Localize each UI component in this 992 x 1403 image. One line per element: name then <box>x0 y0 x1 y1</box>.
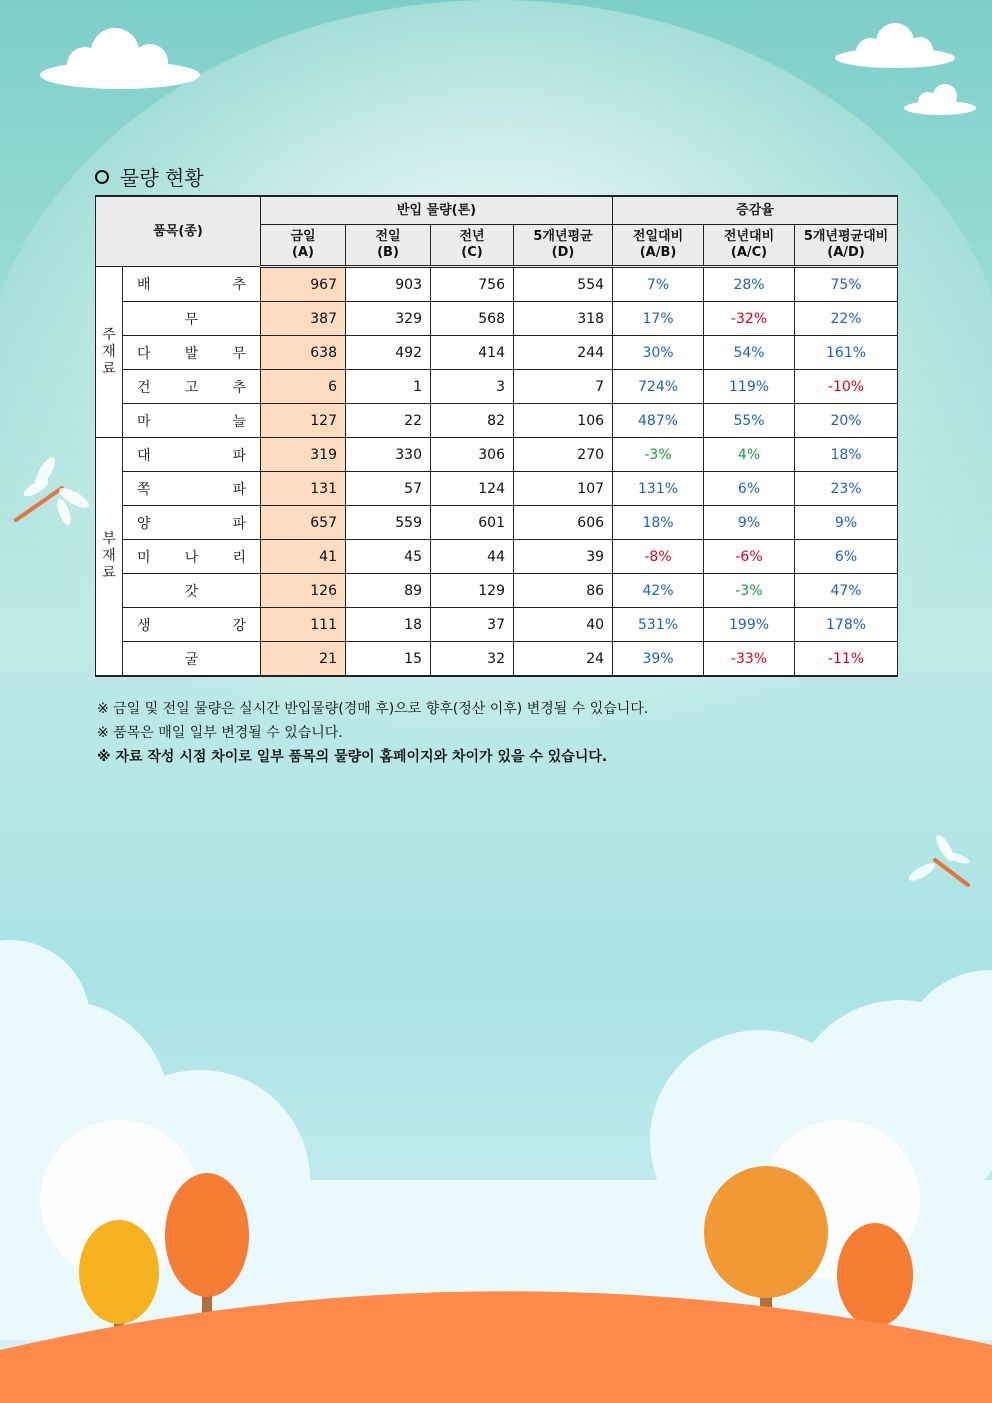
rate-cell: 30% <box>613 336 704 370</box>
rate-cell: 55% <box>704 404 795 438</box>
group-label <box>96 438 123 677</box>
rate-cell: 75% <box>795 267 898 302</box>
column-header-name: 전년 <box>459 229 485 244</box>
rate-cell: 20% <box>795 404 898 438</box>
volume-cell: 559 <box>346 506 431 540</box>
item-name-char: 발 <box>184 345 199 362</box>
item-name-char: 갓 <box>184 583 199 600</box>
rate-cell: 161% <box>795 336 898 370</box>
rate-cell: -6% <box>704 540 795 574</box>
volume-cell: 24 <box>514 642 613 677</box>
item-name-char: 미 <box>137 549 151 566</box>
group-label-char: 부 <box>102 531 116 547</box>
section-title-text: 물량 현황 <box>120 166 204 190</box>
rate-cell: 119% <box>704 370 795 404</box>
volume-cell: 414 <box>431 336 514 370</box>
rate-group-header: 증감율 <box>613 196 898 225</box>
volume-cell: 45 <box>346 540 431 574</box>
footnote: ※ 품목은 매일 일부 변경될 수 있습니다. <box>97 725 343 741</box>
group-label-char: 료 <box>102 565 116 581</box>
today-volume-cell: 657 <box>261 506 346 540</box>
item-name <box>123 370 261 404</box>
item-name-char: 나 <box>184 549 199 566</box>
rate-cell: 39% <box>613 642 704 677</box>
today-volume-cell: 638 <box>261 336 346 370</box>
item-name-char: 다 <box>137 345 151 362</box>
volume-cell: 3 <box>431 370 514 404</box>
rate-cell: 54% <box>704 336 795 370</box>
rate-cell: 178% <box>795 608 898 642</box>
table-row <box>96 608 898 642</box>
column-header <box>613 225 704 267</box>
rate-cell: -33% <box>704 642 795 677</box>
today-volume-cell: 6 <box>261 370 346 404</box>
volume-cell: 40 <box>514 608 613 642</box>
column-header-code: (A/B) <box>639 245 677 260</box>
item-name-char: 무 <box>232 345 246 362</box>
volume-cell: 57 <box>346 472 431 506</box>
item-name-char: 추 <box>232 379 246 396</box>
section-title <box>95 162 204 191</box>
group-label-char: 재 <box>102 548 116 564</box>
volume-cell: 329 <box>346 302 431 336</box>
rate-cell: 131% <box>613 472 704 506</box>
column-header-code: (D) <box>551 245 575 260</box>
volume-group-header: 반입 물량(톤) <box>261 196 613 225</box>
volume-cell: 606 <box>514 506 613 540</box>
item-name-char: 배 <box>137 277 151 293</box>
table-row <box>96 506 898 540</box>
column-header <box>346 225 431 267</box>
item-name-char: 건 <box>137 379 151 396</box>
column-header <box>431 225 514 267</box>
table-row <box>96 642 898 677</box>
footnote: ※ 금일 및 전일 물량은 실시간 반입물량(경매 후)으로 향후(정산 이후) 변경될 수 있습니다. <box>97 701 649 717</box>
table-row <box>96 336 898 370</box>
column-header <box>261 225 346 267</box>
volume-cell: 18 <box>346 608 431 642</box>
item-name <box>123 608 261 642</box>
column-header <box>514 225 613 267</box>
item-name-char: 고 <box>184 379 199 396</box>
table-row <box>96 540 898 574</box>
item-name-char: 생 <box>137 617 151 634</box>
column-header-code: (A/D) <box>827 245 865 260</box>
today-volume-cell: 126 <box>261 574 346 608</box>
item-name <box>123 642 261 677</box>
today-volume-cell: 967 <box>261 267 346 302</box>
item-name-char: 파 <box>232 515 246 532</box>
volume-cell: 22 <box>346 404 431 438</box>
volume-cell: 306 <box>431 438 514 472</box>
volume-cell: 1 <box>346 370 431 404</box>
item-name-char: 굴 <box>184 651 199 668</box>
rate-cell: 531% <box>613 608 704 642</box>
rate-cell: 47% <box>795 574 898 608</box>
item-name <box>123 574 261 608</box>
item-name <box>123 336 261 370</box>
rate-cell: 23% <box>795 472 898 506</box>
column-header <box>795 225 898 267</box>
volume-cell: 554 <box>514 267 613 302</box>
volume-cell: 330 <box>346 438 431 472</box>
rate-cell: 7% <box>613 267 704 302</box>
column-header <box>704 225 795 267</box>
circle-bullet-icon <box>95 170 109 184</box>
column-header-code: (A) <box>292 245 314 260</box>
table-row <box>96 574 898 608</box>
rate-cell: 9% <box>795 506 898 540</box>
rate-cell: 6% <box>795 540 898 574</box>
today-volume-cell: 319 <box>261 438 346 472</box>
table-row <box>96 404 898 438</box>
rate-cell: 18% <box>795 438 898 472</box>
volume-cell: 124 <box>431 472 514 506</box>
volume-cell: 244 <box>514 336 613 370</box>
item-name-char: 마 <box>137 413 151 430</box>
column-header-code: (B) <box>377 245 399 260</box>
volume-cell: 903 <box>346 267 431 302</box>
volume-cell: 318 <box>514 302 613 336</box>
volume-cell: 270 <box>514 438 613 472</box>
rate-cell: 6% <box>704 472 795 506</box>
item-column-header: 품목(종) <box>96 196 261 267</box>
today-volume-cell: 127 <box>261 404 346 438</box>
item-name <box>123 472 261 506</box>
rate-cell: 28% <box>704 267 795 302</box>
item-name <box>123 540 261 574</box>
table-row <box>96 370 898 404</box>
today-volume-cell: 21 <box>261 642 346 677</box>
today-volume-cell: 111 <box>261 608 346 642</box>
volume-cell: 106 <box>514 404 613 438</box>
footnotes <box>97 697 648 769</box>
item-name <box>123 404 261 438</box>
column-header-name: 전일 <box>375 229 401 244</box>
item-name-char: 파 <box>232 447 246 464</box>
rate-cell: 42% <box>613 574 704 608</box>
item-name-char: 추 <box>232 277 246 293</box>
column-header-name: 전일대비 <box>632 229 684 244</box>
volume-cell: 32 <box>431 642 514 677</box>
volume-cell: 7 <box>514 370 613 404</box>
today-volume-cell: 387 <box>261 302 346 336</box>
column-header-name: 5개년평균 <box>533 229 593 244</box>
group-label-char: 주 <box>102 326 116 343</box>
table-row <box>96 472 898 506</box>
item-name-char: 리 <box>232 549 246 566</box>
item-name <box>123 506 261 540</box>
rate-cell: -8% <box>613 540 704 574</box>
rate-cell: 199% <box>704 608 795 642</box>
rate-cell: -10% <box>795 370 898 404</box>
volume-cell: 601 <box>431 506 514 540</box>
rate-cell: 724% <box>613 370 704 404</box>
rate-cell: -3% <box>704 574 795 608</box>
item-name-char: 강 <box>232 617 246 634</box>
volume-table <box>95 195 898 677</box>
volume-cell: 89 <box>346 574 431 608</box>
item-name <box>123 438 261 472</box>
item-name-char: 늘 <box>232 413 246 430</box>
item-name-char: 양 <box>137 515 151 532</box>
item-name-char: 무 <box>184 311 199 328</box>
column-header-code: (C) <box>461 245 483 260</box>
rate-cell: 22% <box>795 302 898 336</box>
group-label <box>96 267 123 438</box>
group-label-char: 재 <box>102 343 116 360</box>
table-row <box>96 438 898 472</box>
volume-cell: 44 <box>431 540 514 574</box>
rate-cell: 9% <box>704 506 795 540</box>
item-name <box>123 267 261 302</box>
volume-cell: 15 <box>346 642 431 677</box>
rate-cell: -32% <box>704 302 795 336</box>
rate-cell: -3% <box>613 438 704 472</box>
item-name-char: 쪽 <box>137 481 151 498</box>
table-row <box>96 302 898 336</box>
today-volume-cell: 41 <box>261 540 346 574</box>
rate-cell: 17% <box>613 302 704 336</box>
item-name-char: 파 <box>232 481 246 498</box>
volume-cell: 82 <box>431 404 514 438</box>
rate-cell: -11% <box>795 642 898 677</box>
volume-cell: 756 <box>431 267 514 302</box>
table-row <box>96 267 898 302</box>
volume-cell: 492 <box>346 336 431 370</box>
item-name <box>123 302 261 336</box>
rate-cell: 18% <box>613 506 704 540</box>
rate-cell: 4% <box>704 438 795 472</box>
column-header-name: 전년대비 <box>723 229 775 244</box>
footnote-bold: ※ 자료 작성 시점 차이로 일부 품목의 물량이 홈페이지와 차이가 있을 수 있습니다. <box>97 749 608 765</box>
rate-cell: 487% <box>613 404 704 438</box>
group-label-char: 료 <box>102 360 116 377</box>
volume-cell: 107 <box>514 472 613 506</box>
volume-cell: 129 <box>431 574 514 608</box>
volume-cell: 86 <box>514 574 613 608</box>
column-header-name: 5개년평균대비 <box>803 229 889 244</box>
column-header-code: (A/C) <box>730 245 768 260</box>
volume-cell: 39 <box>514 540 613 574</box>
item-name-char: 대 <box>137 447 151 464</box>
volume-cell: 37 <box>431 608 514 642</box>
today-volume-cell: 131 <box>261 472 346 506</box>
column-header-name: 금일 <box>290 229 316 244</box>
volume-cell: 568 <box>431 302 514 336</box>
